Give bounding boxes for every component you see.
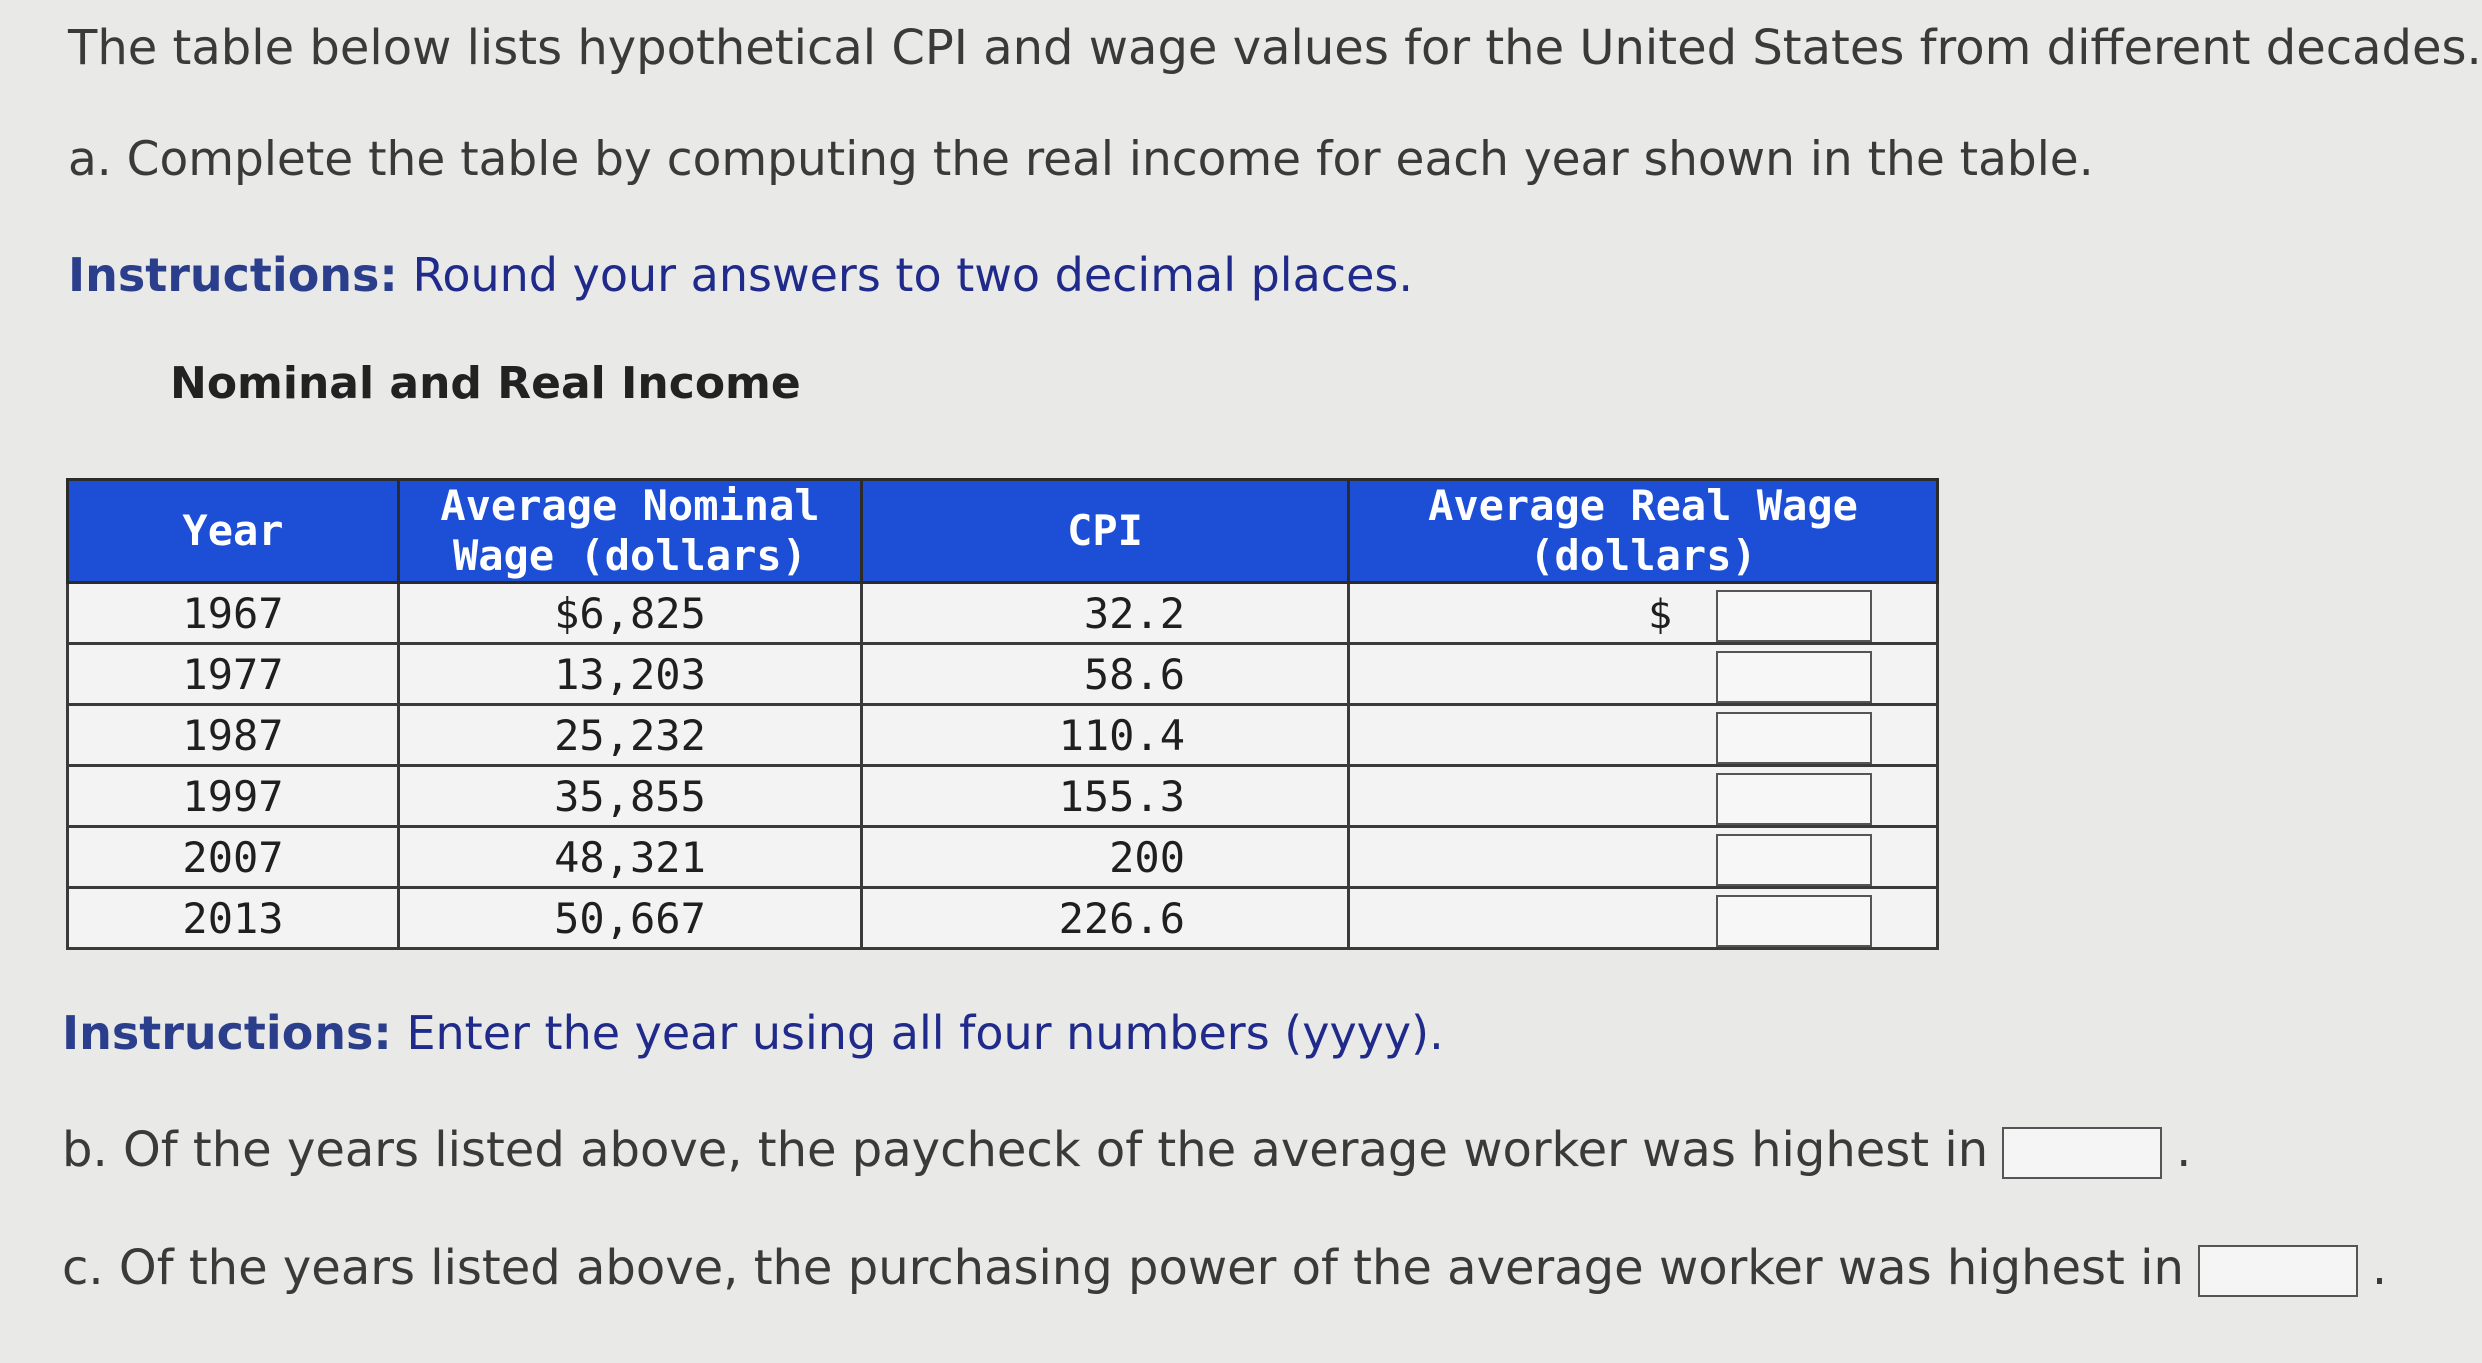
- part-a-prompt: a. Complete the table by computing the real income for each year shown in the table.: [68, 132, 2094, 187]
- period: .: [2371, 1240, 2388, 1296]
- real-wage-input-1977[interactable]: [1716, 651, 1872, 703]
- nominal-wage-cell: 25,232: [399, 705, 862, 766]
- dollar-sign: $: [1648, 592, 1673, 638]
- cpi-value: 226.6: [1058, 893, 1185, 943]
- header-nominal-wage: Average Nominal Wage (dollars): [399, 480, 862, 583]
- cpi-value: 58.6: [1083, 649, 1185, 699]
- cpi-cell: [862, 583, 1349, 644]
- instructions-round-text: Round your answers to two decimal places.: [412, 248, 1413, 302]
- table-row: [68, 583, 1938, 644]
- cpi-cell: [862, 827, 1349, 888]
- question-b-text: b. Of the years listed above, the paycheck of the average worker was highest in: [62, 1122, 1989, 1178]
- nominal-wage-cell: 35,855: [399, 766, 862, 827]
- cpi-value: 32.2: [1083, 588, 1185, 638]
- year-instructions: [62, 1006, 1444, 1060]
- cpi-value: 155.3: [1058, 771, 1185, 821]
- nominal-wage-cell: 48,321: [399, 827, 862, 888]
- real-wage-cell: [1349, 766, 1938, 827]
- real-wage-cell: [1349, 583, 1938, 644]
- year-cell: 1967: [68, 583, 399, 644]
- table-row: [68, 766, 1938, 827]
- round-instructions: [68, 248, 1413, 302]
- real-wage-input-1997[interactable]: [1716, 773, 1872, 825]
- real-wage-cell: [1349, 705, 1938, 766]
- question-b: [62, 1122, 2191, 1179]
- instructions-year-text: Enter the year using all four numbers (yyyy).: [406, 1006, 1444, 1060]
- year-cell: 1997: [68, 766, 399, 827]
- table-header-row: [68, 480, 1938, 583]
- table-row: [68, 888, 1938, 949]
- cpi-cell: [862, 644, 1349, 705]
- table-row: [68, 644, 1938, 705]
- real-wage-input-1967[interactable]: [1716, 590, 1872, 642]
- nominal-wage-cell: $6,825: [399, 583, 862, 644]
- year-cell: 2013: [68, 888, 399, 949]
- cpi-value: 110.4: [1058, 710, 1185, 760]
- table-row: [68, 705, 1938, 766]
- year-cell: 1977: [68, 644, 399, 705]
- instructions-label: Instructions:: [68, 248, 398, 302]
- year-cell: 2007: [68, 827, 399, 888]
- real-wage-input-1987[interactable]: [1716, 712, 1872, 764]
- cpi-cell: [862, 705, 1349, 766]
- cpi-cell: [862, 766, 1349, 827]
- cpi-cell: [862, 888, 1349, 949]
- real-wage-cell: [1349, 888, 1938, 949]
- nominal-wage-cell: 13,203: [399, 644, 862, 705]
- intro-text: The table below lists hypothetical CPI and wage values for the United States from different decades.: [68, 20, 2482, 76]
- header-real-wage: Average Real Wage (dollars): [1349, 480, 1938, 583]
- year-cell: 1987: [68, 705, 399, 766]
- header-year: Year: [68, 480, 399, 583]
- nominal-wage-cell: 50,667: [399, 888, 862, 949]
- header-cpi: CPI: [862, 480, 1349, 583]
- question-c-text: c. Of the years listed above, the purchasing power of the average worker was highest in: [62, 1240, 2184, 1296]
- real-wage-input-2007[interactable]: [1716, 834, 1872, 886]
- real-wage-input-2013[interactable]: [1716, 895, 1872, 947]
- question-b-answer-input[interactable]: [2002, 1127, 2162, 1179]
- instructions-label: Instructions:: [62, 1006, 392, 1060]
- table-row: [68, 827, 1938, 888]
- cpi-value: 200: [1109, 832, 1185, 882]
- income-table: [66, 478, 1939, 950]
- period: .: [2176, 1122, 2192, 1178]
- real-wage-cell: [1349, 644, 1938, 705]
- table-title: Nominal and Real Income: [170, 358, 801, 409]
- real-wage-cell: [1349, 827, 1938, 888]
- question-c: [62, 1240, 2387, 1297]
- question-c-answer-input[interactable]: [2198, 1245, 2358, 1297]
